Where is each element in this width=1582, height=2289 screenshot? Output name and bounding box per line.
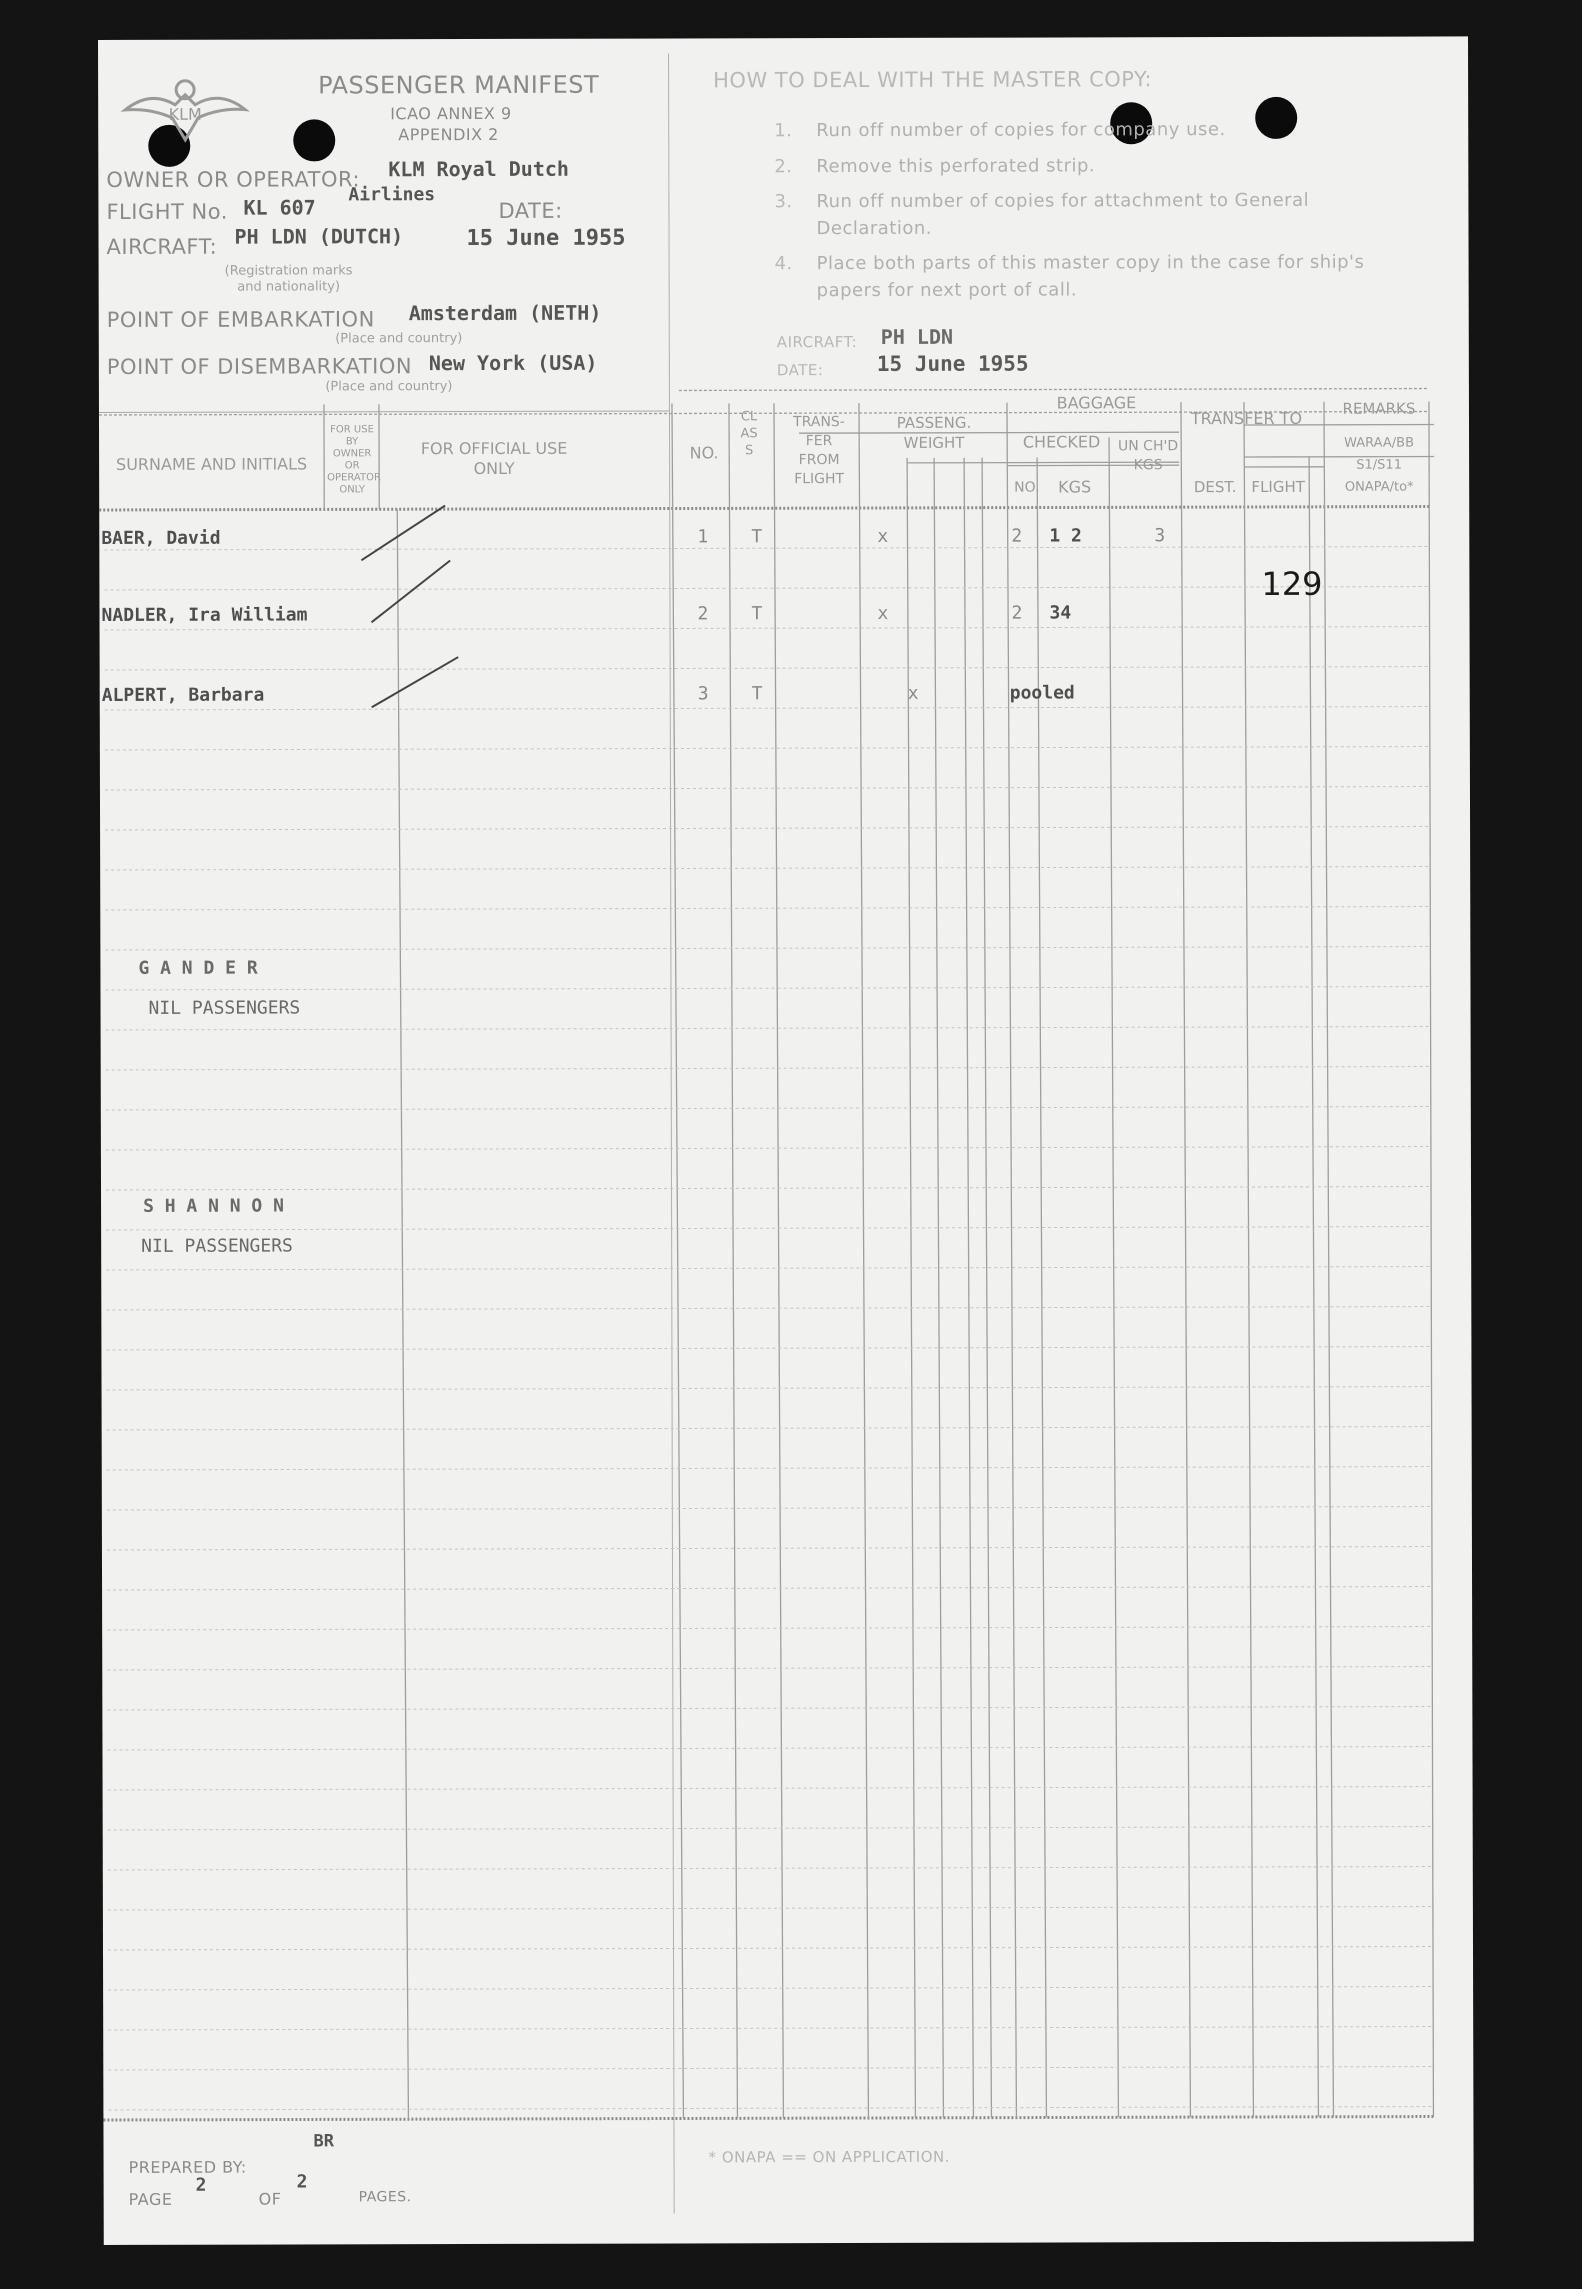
ruled-row-line (108, 2027, 1433, 2030)
ruled-row-line (108, 1787, 1433, 1790)
ruled-row-line (106, 1187, 1431, 1190)
baggage-no: 2 (1011, 525, 1023, 547)
manifest-title: PASSENGER MANIFEST (318, 70, 600, 100)
instr-date-label: DATE: (776, 361, 824, 380)
ruled-row-line (106, 1307, 1431, 1310)
annex-label: ICAO ANNEX 9 (390, 103, 512, 124)
instr-aircraft-value: PH LDN (880, 324, 954, 349)
aircraft-value: PH LDN (DUTCH) (234, 224, 404, 249)
instruction-text-1: Remove this perforated strip. (816, 155, 1096, 178)
ruled-row-line (104, 547, 1429, 550)
passenger-weight: x (907, 682, 919, 704)
instruction-number-0: 1. (774, 120, 793, 142)
col-transfer-from: TRANS-FER FROM FLIGHT (793, 414, 845, 488)
ruled-row-line (106, 1267, 1431, 1270)
onapa-footnote: * ONAPA == ON APPLICATION. (708, 2147, 951, 2167)
col-dest: DEST. (1193, 478, 1237, 497)
ruled-row-line (105, 707, 1430, 710)
col-checked: CHECKED (1022, 432, 1101, 452)
gander-nil: NIL PASSENGERS (148, 997, 301, 1019)
owner-value: KLM Royal Dutch (388, 156, 569, 182)
ruled-row-line (107, 1667, 1432, 1670)
ruled-row-line (108, 1867, 1433, 1870)
baggage-kgs: 34 (1049, 602, 1072, 624)
handwritten-number: 129 (1261, 564, 1323, 603)
ruled-row-line (107, 1747, 1432, 1750)
col-kgs: KGS (1058, 477, 1092, 497)
passenger-no: 3 (697, 683, 709, 705)
ruled-row-line (107, 1707, 1432, 1710)
instruction-number-4: 4. (774, 253, 793, 275)
ruled-row-line (105, 907, 1430, 910)
of-label: OF (258, 2189, 282, 2209)
ruled-row-line (107, 1627, 1432, 1630)
ruled-row-line (105, 867, 1430, 870)
col-flight: FLIGHT (1251, 477, 1305, 496)
ruled-row-line (108, 1827, 1433, 1830)
ruled-row-line (106, 1147, 1431, 1150)
passenger-class: T (751, 683, 763, 705)
instruction-number-2: 3. (774, 191, 793, 213)
ruled-row-line (105, 787, 1430, 790)
instruction-text-3: Declaration. (816, 217, 933, 240)
ruled-row-line (107, 1387, 1432, 1390)
col-surname: SURNAME AND INITIALS (116, 454, 308, 474)
col-remarks: REMARKS (1342, 399, 1416, 418)
instruction-number-1: 2. (774, 156, 793, 178)
page-value: 2 (195, 2174, 207, 2196)
instr-aircraft-label: AIRCRAFT: (776, 333, 858, 352)
passenger-name: BAER, David (101, 527, 221, 549)
ruled-row-line (107, 1507, 1432, 1510)
disembark-value: New York (USA) (428, 350, 598, 376)
appendix-label: APPENDIX 2 (398, 124, 499, 145)
col-unchd: UN CH'D KGS (1117, 438, 1179, 474)
ruled-row-line (105, 947, 1430, 950)
owner-label: OWNER OR OPERATOR: (106, 167, 361, 192)
disembark-note: (Place and country) (325, 379, 453, 395)
ruled-row-line (106, 1027, 1431, 1030)
embark-label: POINT OF EMBARKATION (106, 307, 375, 332)
shannon-nil: NIL PASSENGERS (141, 1235, 293, 1257)
instruction-text-2: Run off number of copies for attachment to General (816, 189, 1310, 213)
col-bag-no: NO. (1014, 479, 1040, 496)
registration-note-2: and nationality) (237, 279, 341, 295)
ruled-row-line (106, 1227, 1431, 1230)
col-owner-use: FOR USE BY OWNER OR OPERATOR ONLY (327, 424, 381, 496)
ruled-row-line (107, 1547, 1432, 1550)
instr-date-value: 15 June 1955 (876, 351, 1029, 376)
passenger-weight: x (877, 602, 889, 624)
passenger-no: 2 (697, 603, 709, 625)
ruled-row-line (105, 987, 1430, 990)
svg-text:KLM: KLM (168, 104, 202, 124)
passenger-name: ALPERT, Barbara (101, 684, 265, 706)
col-passeng-weight: PASSENG. WEIGHT (896, 413, 972, 452)
table-grid (98, 36, 1474, 2245)
col-remarks-sub: WARAA/BB S1/S11 ONAPA/to* (1344, 435, 1415, 495)
col-baggage: BAGGAGE (1056, 393, 1137, 413)
owner-value-2: Airlines (348, 184, 436, 206)
prepared-value: BR (313, 2131, 335, 2152)
baggage-unchd: 3 (1154, 525, 1166, 547)
page-label: PAGE (128, 2189, 173, 2209)
ruled-row-line (106, 1347, 1431, 1350)
instruction-text-5: papers for next port of call. (816, 279, 1078, 302)
baggage-kgs: 1 2 (1049, 525, 1082, 547)
instructions-title: HOW TO DEAL WITH THE MASTER COPY: (713, 67, 1153, 93)
ruled-row-line (108, 1907, 1433, 1910)
col-transfer-to: TRANSFER TO (1190, 408, 1303, 429)
ruled-row-line (108, 2067, 1433, 2070)
ruled-row-line (108, 2107, 1433, 2110)
gander-label: G A N D E R (138, 957, 258, 979)
ruled-row-line (104, 587, 1429, 590)
embark-value: Amsterdam (NETH) (408, 300, 602, 326)
of-value: 2 (296, 2171, 308, 2193)
ruled-row-line (105, 667, 1430, 670)
passenger-no: 1 (697, 526, 709, 548)
col-no: NO. (689, 443, 719, 463)
embark-note: (Place and country) (335, 331, 463, 347)
passenger-class: T (751, 603, 763, 625)
flight-label: FLIGHT No. (106, 199, 228, 224)
ruled-row-line (107, 1587, 1432, 1590)
ruled-row-line (105, 827, 1430, 830)
disembark-label: POINT OF DISEMBARKATION (106, 354, 413, 379)
manifest-sheet (98, 36, 1474, 2245)
baggage-kgs: pooled (1009, 682, 1075, 704)
shannon-label: S H A N N O N (143, 1195, 284, 1217)
instruction-text-4: Place both parts of this master copy in the case for ship's (816, 251, 1365, 275)
ruled-row-line (106, 1067, 1431, 1070)
baggage-no: 2 (1011, 602, 1023, 624)
ruled-row-line (107, 1427, 1432, 1430)
prepared-label: PREPARED BY: (128, 2157, 247, 2177)
date-label: DATE: (498, 198, 563, 223)
passenger-name: NADLER, Ira William (101, 604, 308, 626)
col-class: CLASS (740, 409, 758, 459)
instruction-text-0: Run off number of copies for company use. (816, 119, 1226, 142)
passenger-weight: x (877, 525, 889, 547)
ruled-row-line (105, 747, 1430, 750)
passenger-class: T (751, 526, 763, 548)
flight-value: KL 607 (243, 195, 316, 220)
date-value: 15 June 1955 (466, 225, 626, 252)
aircraft-label: AIRCRAFT: (106, 234, 218, 259)
registration-note: (Registration marks (224, 263, 353, 279)
ruled-row-line (105, 627, 1430, 630)
pages-label: PAGES. (358, 2189, 412, 2206)
col-official: FOR OFFICIAL USE ONLY (420, 438, 568, 479)
ruled-row-line (106, 1107, 1431, 1110)
ruled-row-line (108, 1947, 1433, 1950)
ruled-row-line (108, 1987, 1433, 1990)
ruled-row-line (107, 1467, 1432, 1470)
